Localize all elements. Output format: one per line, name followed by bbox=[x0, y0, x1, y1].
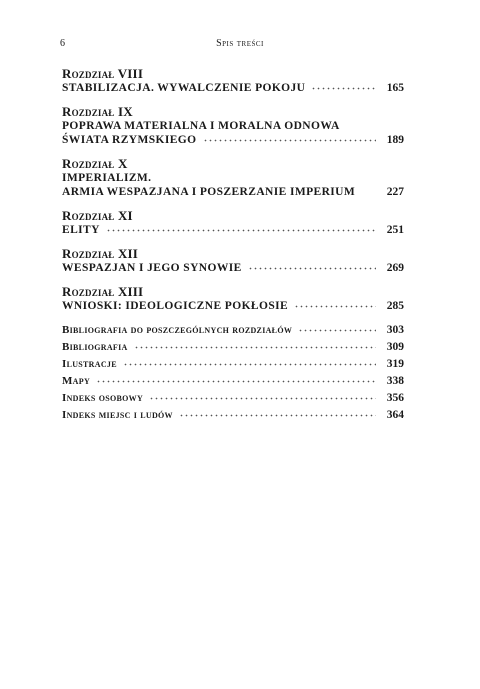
toc-entry-maps bbox=[62, 375, 404, 387]
toc-page-number: 338 bbox=[386, 375, 404, 387]
toc-chapter-xii bbox=[62, 246, 404, 275]
chapter-label: Rozdział IX bbox=[62, 104, 133, 119]
toc-chapter-xiii bbox=[62, 284, 404, 313]
toc-entry-illustrations bbox=[62, 358, 404, 370]
back-matter-title: Indeks osobowy bbox=[62, 392, 144, 404]
toc-page-number: 165 bbox=[386, 82, 404, 94]
chapter-label: Rozdział X bbox=[62, 156, 128, 171]
back-matter-title: Bibliografia do poszczególnych rozdziałów bbox=[62, 324, 293, 336]
chapter-title-continued: ARMIA WESPAZJANA I POSZERZANIE IMPERIUM bbox=[62, 186, 356, 198]
dot-leader bbox=[311, 87, 376, 90]
dot-leader bbox=[248, 267, 376, 270]
chapter-title: STABILIZACJA. WYWALCZENIE POKOJU bbox=[62, 82, 306, 94]
toc-chapter-x bbox=[62, 156, 404, 199]
toc-back-matter bbox=[62, 324, 404, 421]
chapter-title-continued: ŚWIATA RZYMSKIEGO bbox=[62, 134, 197, 146]
running-header-title: Spis treści bbox=[216, 38, 264, 49]
chapter-title: IMPERIALIZM. bbox=[62, 172, 152, 184]
toc-chapter-ix bbox=[62, 104, 404, 147]
toc-page-number: 251 bbox=[386, 224, 404, 236]
dot-leader bbox=[96, 380, 376, 383]
toc-entry-row bbox=[62, 223, 404, 237]
running-header bbox=[60, 38, 420, 50]
chapter-label: Rozdział XII bbox=[62, 246, 139, 261]
toc-entry-row bbox=[62, 299, 404, 313]
page-number: 6 bbox=[60, 38, 65, 49]
chapter-label: Rozdział XI bbox=[62, 208, 133, 223]
chapter-label: Rozdział XIII bbox=[62, 284, 144, 299]
toc-page-number: 356 bbox=[386, 392, 404, 404]
dot-leader bbox=[298, 329, 376, 332]
back-matter-title: Mapy bbox=[62, 375, 91, 387]
toc-entry-row bbox=[62, 133, 404, 147]
toc-page-number: 269 bbox=[386, 262, 404, 274]
dot-leader bbox=[294, 305, 376, 308]
chapter-title: WNIOSKI: IDEOLOGICZNE POKŁOSIE bbox=[62, 300, 289, 312]
toc-entry-row bbox=[62, 81, 404, 95]
toc-page-number: 303 bbox=[386, 324, 404, 336]
dot-leader bbox=[149, 397, 376, 400]
toc-page-number: 227 bbox=[386, 186, 404, 198]
toc-chapter-viii bbox=[62, 66, 404, 95]
chapter-title: WESPAZJAN I JEGO SYNOWIE bbox=[62, 262, 242, 274]
toc-entry-row bbox=[62, 261, 404, 275]
table-of-contents bbox=[62, 66, 404, 426]
toc-entry-index-persons bbox=[62, 392, 404, 404]
back-matter-title: Bibliografia bbox=[62, 341, 128, 353]
chapter-title: POPRAWA MATERIALNA I MORALNA ODNOWA bbox=[62, 120, 340, 132]
toc-page-number: 309 bbox=[386, 341, 404, 353]
toc-page-number: 285 bbox=[386, 300, 404, 312]
toc-entry-index-places bbox=[62, 409, 404, 421]
toc-page-number: 319 bbox=[386, 358, 404, 370]
chapter-label: Rozdział VIII bbox=[62, 66, 144, 81]
back-matter-title: Indeks miejsc i ludów bbox=[62, 409, 173, 421]
toc-chapter-xi bbox=[62, 208, 404, 237]
toc-page-number: 364 bbox=[386, 409, 404, 421]
toc-entry-row bbox=[62, 185, 404, 199]
toc-entry-bibliography bbox=[62, 341, 404, 353]
dot-leader bbox=[123, 363, 376, 366]
back-matter-title: Ilustracje bbox=[62, 358, 117, 370]
dot-leader bbox=[134, 346, 376, 349]
dot-leader bbox=[106, 229, 376, 232]
dot-leader bbox=[203, 139, 377, 142]
chapter-title: ELITY bbox=[62, 224, 100, 236]
dot-leader bbox=[179, 414, 376, 417]
toc-entry-bibliography-chapters bbox=[62, 324, 404, 336]
toc-page-number: 189 bbox=[386, 134, 404, 146]
